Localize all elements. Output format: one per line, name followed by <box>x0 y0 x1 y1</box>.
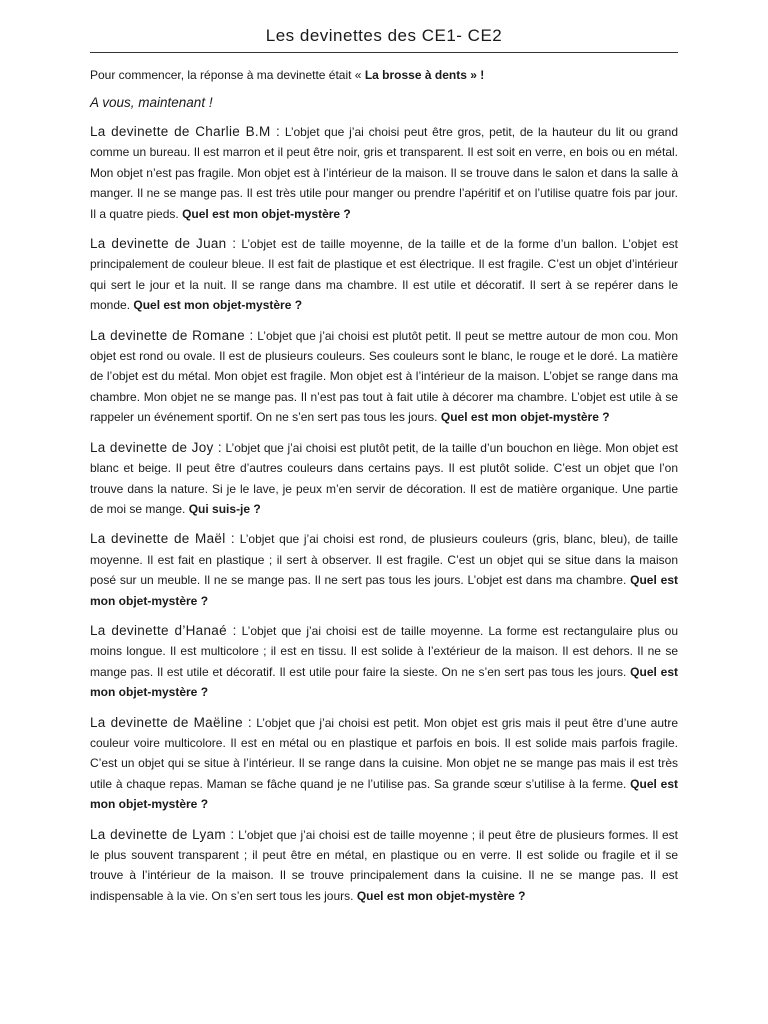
intro-answer: La brosse à dents » ! <box>364 68 485 82</box>
riddle-heading: La devinette de Maël : <box>90 531 235 547</box>
riddle-question: Quel est mon objet-mystère ? <box>440 410 610 425</box>
riddle-heading: La devinette de Maëline : <box>90 714 252 730</box>
riddle-question: Quel est mon objet-mystère ? <box>356 888 526 903</box>
riddle-heading: La devinette de Romane : <box>90 327 254 343</box>
riddle-body: L’objet que j’ai choisi est plutôt petit. Il peut se mettre autour de mon cou. Mon objet est rond ou ovale. Il est de plusieurs couleurs. Ses couleurs sont le blanc, le rouge et le doré. La matière de l’objet est du métal. Mon objet est fragile. Mon objet est à l’intérieur de la maison. L’objet se range dans ma chambre. Mon objet ne se mange pas. Il n’est pas tout à fait utile à décorer ma chambre. L’objet est utile à se rappeler un événement sportif. On ne s’en sert pas tous les jours. <box>90 328 678 425</box>
riddle-romane <box>90 326 678 428</box>
riddle-body: L’objet que j’ai choisi est de taille moyenne ; il peut être de plusieurs formes. Il est le plus souvent transparent ; il peut être en métal, en plastique ou en verre. Il est solide ou fragile et il se trouve à l’intérieur de la maison. Il se trouve principalement dans la cuisine. Il ne se mange pas. Il est indispensable à la vie. On s’en sert tous les jours. <box>90 827 678 903</box>
riddle-question: Quel est mon objet-mystère ? <box>182 206 351 221</box>
riddle-question: Quel est mon objet-mystère ? <box>133 298 303 313</box>
riddle-maeline <box>90 713 678 815</box>
riddle-heading: La devinette d’Hanaé : <box>90 622 237 638</box>
invite-line: A vous, maintenant ! <box>90 95 213 110</box>
riddle-body: L’objet que j’ai choisi est rond, de plusieurs couleurs (gris, blanc, bleu), de taille moyenne. Il est fait en plastique ; il sert à observer. Il est fragile. C’est un objet qui se situe dans la maison posé sur un meuble. Il ne se mange pas. Il ne sert pas tous les jours. L’objet est dans ma chambre. <box>90 532 678 588</box>
riddle-heading: La devinette de Lyam : <box>90 826 235 842</box>
riddle-heading: La devinette de Juan : <box>90 236 237 252</box>
riddle-mael <box>90 529 678 611</box>
riddle-lyam <box>90 825 678 907</box>
page-title: Les devinettes des CE1- CE2 <box>90 26 678 53</box>
riddle-heading: La devinette de Joy : <box>90 439 222 455</box>
intro-text: Pour commencer, la réponse à ma devinette était « <box>90 68 365 82</box>
riddle-body: L’objet est de taille moyenne, de la taille et de la forme d’un ballon. L’objet est principalement de couleur bleue. Il est fait de plastique et est électrique. Il est fragile. C’est un objet d’intérieur qui sert le jour et la nuit. Il se range dans ma chambre. Il est utile et décoratif. Il sert à se repérer dans le monde. <box>90 237 678 313</box>
riddle-juan <box>90 234 678 316</box>
riddle-body: L’objet que j’ai choisi est de taille moyenne. La forme est rectangulaire plus ou moins longue. Il est multicolore ; il est en tissu. Il est solide à l’extérieur de la maison. Il est dehors. Il ne se mange pas. Il est utile et décoratif. Il est utile pour faire la sieste. On ne s’en sert pas tous les jours. <box>90 623 679 679</box>
riddle-hanae <box>90 621 678 703</box>
riddle-body: L’objet que j’ai choisi est plutôt petit, de la taille d’un bouchon en liège. Mon objet est blanc et beige. Il peut être d’autres couleurs dans certains pays. Il est plutôt solide. C’est un objet que l’on trouve dans la nature. Si je le lave, je peux m’en servir de décoration. Il est de matière organique. Une partie de moi se mange. <box>90 440 678 516</box>
riddle-body: L’objet que j’ai choisi peut être gros, petit, de la hauteur du lit ou grand comme un bureau. Il est marron et il peut être noir, gris et transparent. Il est soit en verre, en bois ou en métal. Mon objet n’est pas fragile. Mon objet est à l’intérieur de la maison. Il se trouve dans le salon et dans la salle à manger. Il ne se mange pas. Il est très utile pour manger ou prendre l’apéritif et on l’utilise quatre fois par jour. Il a quatre pieds. <box>90 125 679 221</box>
riddle-question: Quel est mon objet-mystère ? <box>90 664 678 700</box>
riddle-charlie <box>90 122 678 224</box>
document-body <box>90 66 678 916</box>
riddle-joy <box>90 438 678 520</box>
riddle-heading: La devinette de Charlie B.M : <box>90 124 281 139</box>
riddle-body: L’objet que j’ai choisi est petit. Mon objet est gris mais il peut être d’une autre couleur voire multicolore. Il est en métal ou en plastique et parfois en bois. Il est solide mais parfois fragile. C’est un objet qui se situe à l’intérieur. Il se range dans la cuisine. Mon objet ne se mange pas mais il est très utile à chaque repas. Maman se fâche quand je ne l’utilise pas. Sa grande sœur s’utilise à la ferme. <box>90 715 678 791</box>
riddle-question: Quel est mon objet-mystère ? <box>90 573 678 608</box>
intro-paragraph <box>90 66 678 84</box>
riddle-question: Qui suis-je ? <box>188 501 261 516</box>
riddle-question: Quel est mon objet-mystère ? <box>90 776 678 812</box>
